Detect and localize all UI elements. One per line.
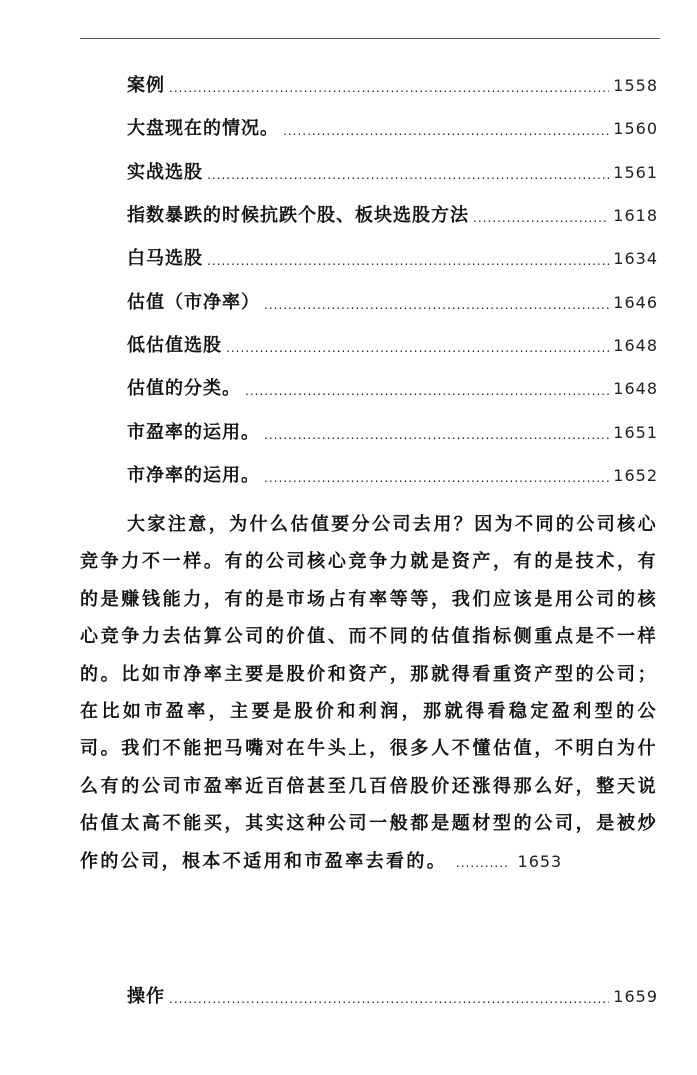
toc-leader-dots: [473, 207, 609, 229]
toc-leader-dots: [264, 294, 609, 316]
toc-entry[interactable]: [80, 463, 658, 489]
toc-entry-page: 1618: [613, 206, 658, 225]
toc-entry[interactable]: [80, 203, 658, 229]
toc-entry-title: 估值的分类。: [127, 378, 241, 399]
toc-entry-page: 1561: [613, 163, 658, 182]
toc-leader-dots: [226, 337, 609, 359]
toc-leader-dots: [207, 164, 609, 186]
toc-paragraph-entry[interactable]: [80, 506, 658, 882]
toc-leader-dots: [283, 120, 609, 142]
toc-entry[interactable]: [80, 376, 658, 402]
toc-entry-page: 1651: [613, 423, 658, 442]
toc-entry-page: 1634: [613, 249, 658, 268]
toc-leader-dots: [264, 424, 609, 446]
toc-paragraph-text: 大家注意，为什么估值要分公司去用？因为不同的公司核心竞争力不一样。有的公司核心竞争力就是资产，有的是技术，有的是赚钱能力，有的是市场占有率等等，我们应该是用公司的核心竞争力去估算公司的价值、而不同的估值指标侧重点是不一样的。比如市净率主要是股价和资产，那就得看重资产型的公司；在比如市盈率，主要是股价和利润，那就得看稳定盈利型的公司。我们不能把马嘴对在牛头上，很多人不懂估值，不明白为什么有的公司市盈率近百倍甚至几百倍股价还涨得那么好，整天说估值太高不能买，其实这种公司一般都是题材型的公司，是被炒作的公司，根本不适用和市盈率去看的。: [80, 514, 658, 872]
toc-entry-page: 1558: [613, 76, 658, 95]
toc-entry-title: 市盈率的运用。: [127, 422, 260, 443]
toc-leader-dots: [169, 77, 609, 99]
toc-entry-title: 低估值选股: [127, 335, 222, 356]
toc-leader-dots: [169, 988, 609, 1010]
toc-leader-dots: [264, 467, 609, 489]
toc-entry-title: 实战选股: [127, 162, 203, 183]
header-rule: [80, 38, 660, 39]
toc-entry-page: 1653: [517, 851, 563, 871]
toc-entry[interactable]: [80, 333, 658, 359]
toc-entry[interactable]: [80, 290, 658, 316]
toc-leader-dots: [207, 250, 609, 272]
toc-entry-page: 1648: [613, 379, 658, 398]
toc-entry-title: 白马选股: [127, 248, 203, 269]
toc-entry-title: 操作: [127, 986, 165, 1007]
toc-entry-page: 1560: [613, 119, 658, 138]
toc-entry[interactable]: [80, 984, 658, 1010]
toc-entry[interactable]: [80, 160, 658, 186]
toc-entry-page: 1652: [613, 466, 658, 485]
toc-entry-page: 1646: [613, 293, 658, 312]
toc-entry-title: 指数暴跌的时候抗跌个股、板块选股方法: [127, 205, 469, 226]
toc-entry-title: 市净率的运用。: [127, 465, 260, 486]
toc-entry[interactable]: [80, 116, 658, 142]
toc-entry[interactable]: [80, 246, 658, 272]
toc-entry-page: 1648: [613, 336, 658, 355]
toc-entry[interactable]: [80, 73, 658, 99]
toc-leader-dots: [456, 856, 509, 870]
toc-entry-title: 大盘现在的情况。: [127, 118, 279, 139]
toc-leader-dots: [245, 380, 609, 402]
toc-entry-title: 估值（市净率）: [127, 292, 260, 313]
toc-entry[interactable]: [80, 420, 658, 446]
toc-entry-title: 案例: [127, 75, 165, 96]
toc-entry-page: 1659: [613, 987, 658, 1006]
